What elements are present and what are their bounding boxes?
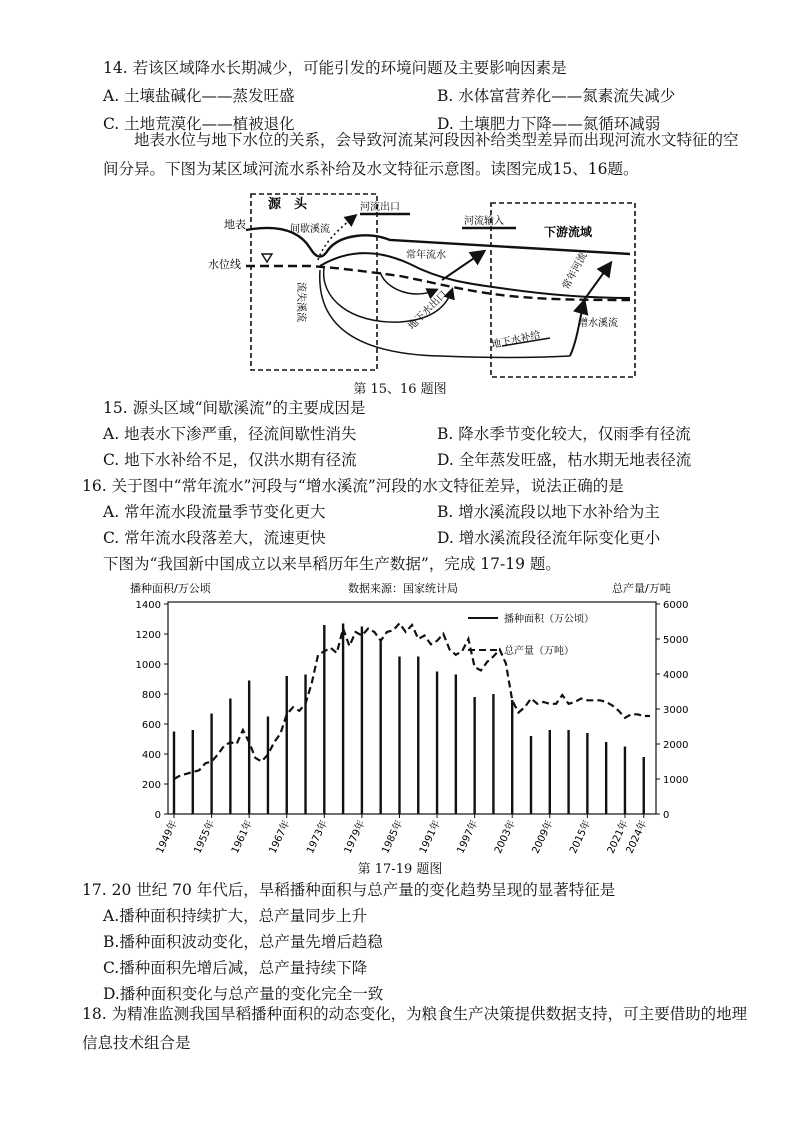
perennial-arrow — [442, 252, 483, 280]
q15-option-d: D. 全年蒸发旺盛，枯水期无地表径流 — [437, 451, 692, 469]
y2-tick-label: 4000 — [663, 670, 689, 681]
label-perennial: 常年流水 — [406, 250, 446, 261]
area-bar — [586, 733, 588, 814]
q16-option-b: B. 增水溪流段以地下水补给为主 — [437, 503, 660, 521]
q15-option-b: B. 降水季节变化较大，仅雨季有径流 — [437, 425, 691, 443]
water-level-triangle — [262, 254, 272, 262]
chart-y2label: 总产量/万吨 — [612, 582, 671, 595]
q14-option-a: A. 土壤盐碱化——蒸发旺盛 — [103, 87, 295, 105]
y-tick-label: 600 — [141, 720, 161, 731]
label-gaining-stream: 增水溪流 — [578, 318, 618, 329]
q15-stem: 15. 源头区域“间歇溪流”的主要成因是 — [103, 399, 366, 417]
x-tick-label: 2015年 — [568, 818, 594, 856]
q16-stem: 16. 关于图中“常年流水”河段与“增水溪流”河段的水文特征差异，说法正确的是 — [82, 477, 624, 495]
chart-title: 数据来源：国家统计局 — [348, 582, 458, 595]
area-bar — [173, 732, 175, 815]
label-lost-stream: 流失溪流 — [295, 282, 306, 322]
q14-option-b: B. 水体富营养化——氮素流失减少 — [437, 87, 676, 105]
q16-option-c: C. 常年流水段落差大，流速更快 — [103, 529, 326, 547]
area-bar — [267, 717, 269, 815]
area-bar — [192, 730, 194, 814]
y2-tick-label: 1000 — [663, 775, 689, 786]
q16-option-a: A. 常年流水段流量季节变化更大 — [103, 503, 326, 521]
q14-option-c: C. 土地荒漠化——植被退化 — [103, 115, 295, 133]
label-waterline: 水位线 — [208, 258, 241, 271]
area-bar — [492, 694, 494, 814]
q17-option-c: C.播种面积先增后减，总产量持续下降 — [103, 959, 368, 977]
x-tick-label: 1997年 — [455, 818, 481, 856]
q17-option-d: D.播种面积变化与总产量的变化完全一致 — [103, 985, 384, 1003]
source-box — [251, 194, 377, 370]
x-tick-label: 2003年 — [492, 818, 518, 856]
area-bar — [417, 657, 419, 815]
perennial-river-arrow — [584, 264, 610, 300]
x-tick-label: 1949年 — [154, 818, 180, 856]
y-tick-label: 1000 — [135, 660, 161, 671]
y2-tick-label: 2000 — [663, 740, 689, 751]
label-perennial-river: 常年河流 — [560, 250, 590, 292]
y2-tick-label: 0 — [663, 810, 670, 821]
label-downstream: 下游流域 — [544, 225, 593, 239]
intro-15-16: 地表水位与地下水位的关系，会导致河流某河段因补给类型差异而出现河流水文特征的空间分异。下图为某区域河流水系补给及水文特征示意图。读图完成15、16题。 — [103, 131, 739, 178]
y2-tick-label: 5000 — [663, 635, 689, 646]
label-groundwater-in: 地下水补给 — [490, 329, 542, 351]
label-groundwater-out: 地下水出口 — [406, 288, 450, 333]
x-tick-label: 1979年 — [342, 818, 368, 856]
area-bar — [342, 624, 344, 815]
area-bar — [624, 747, 626, 815]
label-river-out: 河流出口 — [360, 202, 400, 213]
x-tick-label: 2021年 — [605, 818, 631, 856]
x-tick-label: 1961年 — [229, 818, 255, 856]
hydrology-diagram — [200, 188, 640, 388]
area-bar — [379, 642, 381, 815]
y-tick-label: 1200 — [135, 630, 161, 641]
chart-plot-frame — [168, 602, 656, 814]
groundwater-loop-1 — [324, 268, 452, 322]
area-bar — [511, 700, 513, 814]
q15-option-a: A. 地表水下渗严重，径流间歇性消失 — [103, 425, 357, 443]
area-bar — [436, 672, 438, 815]
y-tick-label: 400 — [141, 750, 161, 761]
q18-stem: 18. 为精准监测我国旱稻播种面积的动态变化，为粮食生产决策提供数据支持，可主要借助的地理信息技术组合是 — [82, 1005, 748, 1052]
area-bar — [455, 675, 457, 815]
rice-production-chart — [100, 574, 720, 864]
q14-stem: 14. 若该区域降水长期减少，可能引发的环境问题及主要影响因素是 — [103, 59, 567, 77]
area-bar — [361, 627, 363, 815]
area-bar — [643, 757, 645, 814]
x-tick-label: 2024年 — [624, 818, 650, 856]
y-tick-label: 200 — [141, 780, 161, 791]
area-bar — [304, 675, 306, 815]
x-tick-label: 1991年 — [417, 818, 443, 856]
groundwater-deep-line — [320, 270, 570, 358]
legend-area-label: 播种面积（万公顷） — [504, 614, 594, 625]
x-tick-label: 1955年 — [192, 818, 218, 856]
q17-option-b: B.播种面积波动变化，总产量先增后趋稳 — [103, 933, 383, 951]
figure-1-caption: 第 15、16 题图 — [353, 382, 447, 397]
area-bar — [567, 730, 569, 814]
area-bar — [398, 657, 400, 815]
label-surface: 地表 — [224, 218, 246, 231]
gaining-arrow — [570, 302, 584, 356]
area-bar — [530, 736, 532, 814]
y-tick-label: 800 — [141, 690, 161, 701]
label-intermittent: 间歇溪流 — [290, 224, 330, 235]
q17-option-a: A.播种面积持续扩大，总产量同步上升 — [103, 907, 368, 925]
x-tick-label: 1973年 — [305, 818, 331, 856]
intro-17-19: 下图为“我国新中国成立以来旱稻历年生产数据”，完成 17-19 题。 — [103, 555, 561, 573]
area-bar — [229, 699, 231, 815]
label-river-in: 河流输入 — [464, 216, 504, 227]
x-tick-label: 1985年 — [380, 818, 406, 856]
output-line — [174, 623, 650, 779]
q14-option-d: D. 土壤肥力下降——氮循环减弱 — [437, 115, 661, 133]
area-bar — [473, 697, 475, 814]
y2-tick-label: 6000 — [663, 600, 689, 611]
legend-output-label: 总产量（万吨） — [504, 646, 574, 657]
q16-option-d: D. 增水溪流段径流年际变化更小 — [437, 529, 661, 547]
label-source: 源 头 — [268, 197, 308, 212]
q17-stem: 17. 20 世纪 70 年代后，旱稻播种面积与总产量的变化趋势呈现的显著特征是 — [82, 881, 616, 899]
area-bar — [549, 730, 551, 814]
chart-ylabel: 播种面积/万公顷 — [130, 582, 211, 595]
q15-option-c: C. 地下水补给不足，仅洪水期有径流 — [103, 451, 357, 469]
y-tick-label: 1400 — [135, 600, 161, 611]
y-tick-label: 0 — [154, 810, 161, 821]
x-tick-label: 2009年 — [530, 818, 556, 856]
x-tick-label: 1967年 — [267, 818, 293, 856]
y2-tick-label: 3000 — [663, 705, 689, 716]
area-bar — [210, 714, 212, 815]
area-bar — [605, 742, 607, 814]
area-bar — [286, 676, 288, 814]
area-bar — [323, 625, 325, 814]
chart-caption: 第 17-19 题图 — [357, 862, 443, 877]
